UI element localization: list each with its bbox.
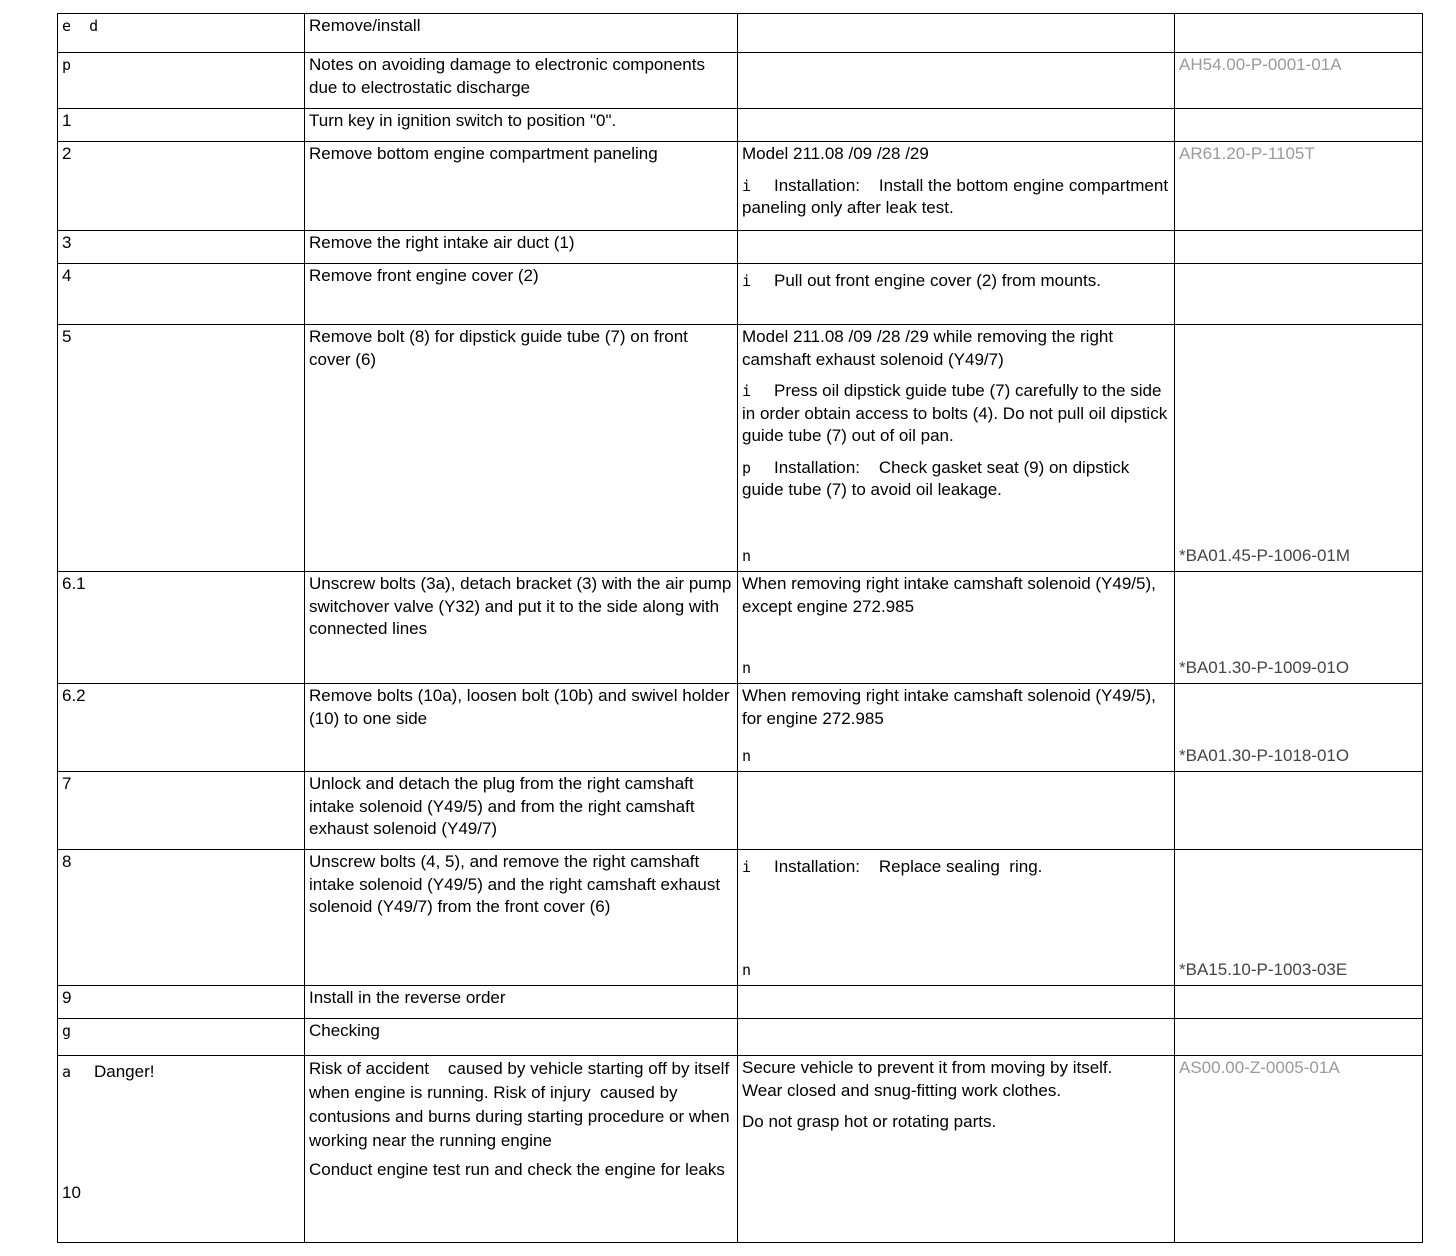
ref-cell xyxy=(1175,109,1423,142)
step-cell xyxy=(58,850,305,986)
note-text: Pull out front engine cover (2) from mounts. xyxy=(774,271,1101,290)
action-text: Notes on avoiding damage to electronic components due to electrostatic discharge xyxy=(309,55,705,97)
action-cell xyxy=(305,264,738,325)
action-text: Remove bolts (10a), loosen bolt (10b) and swivel holder (10) to one side xyxy=(309,686,730,728)
ref-cell xyxy=(1175,231,1423,264)
note-cell xyxy=(738,53,1175,109)
note-text: Secure vehicle to prevent it from moving by itself. xyxy=(742,1058,1113,1077)
table-row xyxy=(58,325,1423,572)
note-cell xyxy=(738,1019,1175,1056)
step-number: 7 xyxy=(62,774,72,793)
step-cell xyxy=(58,772,305,850)
action-cell xyxy=(305,1019,738,1056)
step-number: 4 xyxy=(62,266,72,285)
table-row xyxy=(58,264,1423,325)
note-cell xyxy=(738,986,1175,1019)
note-cell xyxy=(738,231,1175,264)
note-cell xyxy=(738,850,1175,986)
table-row xyxy=(58,142,1423,231)
step-cell xyxy=(58,109,305,142)
table-row xyxy=(58,231,1423,264)
table-row xyxy=(58,684,1423,772)
info-icon: i xyxy=(742,858,752,876)
table-row xyxy=(58,850,1423,986)
step-number: 9 xyxy=(62,988,72,1007)
action-cell xyxy=(305,986,738,1019)
ref-cell xyxy=(1175,14,1423,53)
note-text: When removing right intake camshaft solenoid (Y49/5), except engine 272.985 xyxy=(742,574,1156,616)
step-cell xyxy=(58,1056,305,1243)
reference-link[interactable]: *BA15.10-P-1003-03E xyxy=(1179,959,1348,979)
table-row xyxy=(58,572,1423,684)
note-cell xyxy=(738,572,1175,684)
ref-cell xyxy=(1175,142,1423,231)
action-text: Unscrew bolts (4, 5), and remove the right camshaft intake solenoid (Y49/5) and the right camshaft exhaust solenoid (Y49/7) from the front cover (6) xyxy=(309,852,721,916)
table-row xyxy=(58,1019,1423,1056)
note-text: Model 211.08 /09 /28 /29 while removing the right camshaft exhaust solenoid (Y49/7) xyxy=(742,327,1114,369)
table-row xyxy=(58,109,1423,142)
ref-cell xyxy=(1175,325,1423,572)
action-cell xyxy=(305,572,738,684)
action-text: Unlock and detach the plug from the right camshaft intake solenoid (Y49/5) and from the right camshaft exhaust solenoid (Y49/7) xyxy=(309,774,695,838)
note-cell xyxy=(738,772,1175,850)
table-row xyxy=(58,772,1423,850)
reference-link[interactable]: *BA01.30-P-1009-01O xyxy=(1179,657,1350,677)
action-text: Risk of accident caused by vehicle starting off by itself when engine is running. Risk of injury caused by contusions and burns during starting procedure or when working near the running engine xyxy=(309,1059,735,1150)
reference-link[interactable]: *BA01.45-P-1006-01M xyxy=(1179,545,1351,565)
action-text: Remove the right intake air duct (1) xyxy=(309,233,575,252)
note-text: Press oil dipstick guide tube (7) carefully to the side in order obtain access to bolts (4). Do not pull oil dipstick guide tube (7) out of oil pan. xyxy=(742,381,1168,445)
danger-icon: a xyxy=(62,1063,72,1081)
action-text: Unscrew bolts (3a), detach bracket (3) with the air pump switchover valve (Y32) and put it to the side along with connected lines xyxy=(309,574,732,638)
action-text: Remove bottom engine compartment paneling xyxy=(309,144,658,163)
note-text: When removing right intake camshaft solenoid (Y49/5), for engine 272.985 xyxy=(742,686,1156,728)
step-number: 10 xyxy=(62,1182,81,1202)
header-mark: e d xyxy=(62,17,99,35)
step-cell xyxy=(58,231,305,264)
step-number: 3 xyxy=(62,233,72,252)
ref-cell xyxy=(1175,264,1423,325)
action-cell xyxy=(305,231,738,264)
note-cell xyxy=(738,109,1175,142)
action-cell xyxy=(305,53,738,109)
step-mark: g xyxy=(62,1022,72,1040)
action-text: Turn key in ignition switch to position "0". xyxy=(309,111,617,130)
action-cell xyxy=(305,772,738,850)
action-cell xyxy=(305,325,738,572)
step-cell xyxy=(58,325,305,572)
step-number: 1 xyxy=(62,111,72,130)
reference-link[interactable]: AS00.00-Z-0005-01A xyxy=(1179,1058,1340,1077)
step-cell xyxy=(58,14,305,53)
action-cell xyxy=(305,142,738,231)
table-row xyxy=(58,1056,1423,1243)
note-link-icon: n xyxy=(742,546,752,565)
reference-link[interactable]: AR61.20-P-1105T xyxy=(1179,144,1315,163)
note-text: Installation: Install the bottom engine compartment paneling only after leak test. xyxy=(742,175,1173,217)
reference-link[interactable]: *BA01.30-P-1018-01O xyxy=(1179,745,1350,765)
step-number: 5 xyxy=(62,327,72,346)
note-cell xyxy=(738,142,1175,231)
action-text: Checking xyxy=(309,1021,380,1040)
step-cell xyxy=(58,572,305,684)
action-cell xyxy=(305,850,738,986)
ref-cell xyxy=(1175,53,1423,109)
ref-cell xyxy=(1175,850,1423,986)
info-icon: i xyxy=(742,272,752,290)
action-cell xyxy=(305,109,738,142)
table-row xyxy=(58,14,1423,53)
note-text: Installation: Replace sealing ring. xyxy=(774,857,1043,876)
note-link-icon: n xyxy=(742,746,752,765)
step-number: 8 xyxy=(62,852,72,871)
action-text: Remove bolt (8) for dipstick guide tube (7) on front cover (6) xyxy=(309,327,688,369)
action-text: Remove front engine cover (2) xyxy=(309,266,539,285)
note-cell xyxy=(738,14,1175,53)
step-cell xyxy=(58,53,305,109)
action-cell xyxy=(305,684,738,772)
action-text: Conduct engine test run and check the engine for leaks xyxy=(309,1160,725,1179)
action-cell xyxy=(305,14,738,53)
ref-cell xyxy=(1175,1019,1423,1056)
step-number: 6.2 xyxy=(62,686,86,705)
table-row xyxy=(58,986,1423,1019)
action-text: Install in the reverse order xyxy=(309,988,506,1007)
note-text: Wear closed and snug-fitting work clothes. xyxy=(742,1080,1062,1100)
step-number: 2 xyxy=(62,144,72,163)
ref-cell xyxy=(1175,684,1423,772)
note-text: Installation: Check gasket seat (9) on dipstick guide tube (7) to avoid oil leakage. xyxy=(742,457,1135,499)
note-cell xyxy=(738,325,1175,572)
note-cell xyxy=(738,264,1175,325)
ref-cell xyxy=(1175,986,1423,1019)
step-cell xyxy=(58,264,305,325)
ref-cell xyxy=(1175,1056,1423,1243)
step-cell xyxy=(58,986,305,1019)
step-number: 6.1 xyxy=(62,574,86,593)
step-cell xyxy=(58,142,305,231)
ref-cell xyxy=(1175,572,1423,684)
note-cell xyxy=(738,1056,1175,1243)
header-title: Remove/install xyxy=(309,16,421,35)
step-mark: p xyxy=(62,56,72,74)
info-icon: i xyxy=(742,382,752,400)
note-link-icon: n xyxy=(742,960,752,979)
step-cell xyxy=(58,1019,305,1056)
note-text: Do not grasp hot or rotating parts. xyxy=(742,1112,997,1131)
danger-label: Danger! xyxy=(94,1062,155,1081)
step-cell xyxy=(58,684,305,772)
reference-link[interactable]: AH54.00-P-0001-01A xyxy=(1179,55,1342,74)
note-text: Model 211.08 /09 /28 /29 xyxy=(742,144,929,163)
ref-cell xyxy=(1175,772,1423,850)
caution-icon: p xyxy=(742,458,752,477)
procedure-table xyxy=(57,13,1423,1243)
note-link-icon: n xyxy=(742,658,752,677)
note-cell xyxy=(738,684,1175,772)
table-row xyxy=(58,53,1423,109)
info-icon: i xyxy=(742,176,752,195)
action-cell xyxy=(305,1056,738,1243)
